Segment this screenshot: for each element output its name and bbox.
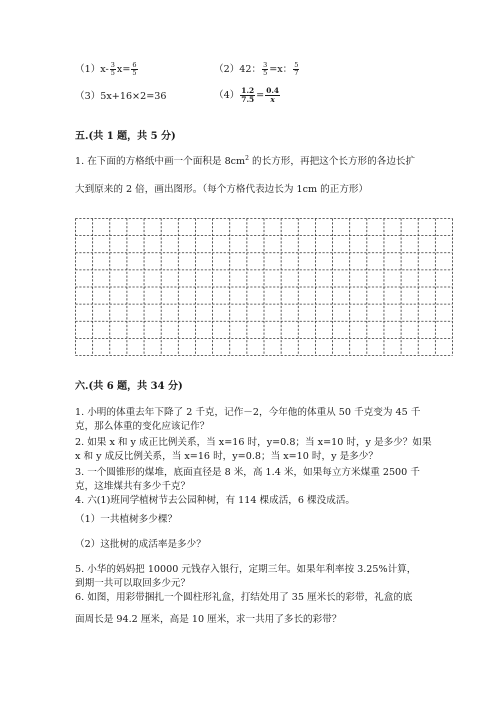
section-6-question-4-sub-1: （1）一共植树多少棵？ [75, 514, 178, 525]
section-5-heading: 五.(共 1 题，共 5 分) [75, 131, 176, 142]
fraction-numerator: 5 [294, 61, 299, 69]
fraction-denominator: 5 [132, 69, 137, 77]
fraction [240, 87, 255, 104]
fraction-denominator: 7.5 [241, 95, 255, 104]
equation-3: （3）5x+16×2=36 [75, 91, 167, 102]
fraction-numerator: 3 [110, 61, 115, 69]
equation-4 [214, 87, 281, 104]
equation-1 [75, 62, 139, 77]
section-6-heading: 六.(共 6 题，共 34 分) [75, 381, 183, 392]
section-6-question-1-line-2: 克，那么体重的变化应该记作？ [75, 421, 210, 432]
section-6-question-6-line-1: 6. 如图，用彩带捆扎一个圆柱形礼盒，打结处用了 35 厘米长的彩带，礼盒的底 [75, 592, 413, 603]
fraction-numerator: 0.4 [266, 86, 280, 95]
section-6-question-3-line-2: 克，这堆煤共有多少千克？ [75, 481, 191, 492]
equation-1-mid: x= [116, 64, 131, 75]
section-5-question-1-line-1 [75, 156, 415, 168]
equation-2-label: （2）42： [214, 64, 262, 75]
equation-2 [214, 62, 300, 77]
fraction [110, 62, 116, 77]
fraction-denominator: x [270, 95, 275, 104]
fraction [131, 62, 137, 77]
section-6-question-2-line-1: 2. 如果 x 和 y 成正比例关系，当 x=16 时，y=0.8；当 x=10 时，y 是多少？如果 [75, 437, 432, 448]
section-5-question-1-line-2: 大到原来的 2 倍，画出图形。（每个方格代表边长为 1cm 的正方形） [75, 184, 369, 195]
equation-4-label: （4） [214, 90, 240, 101]
equation-2-mid: =x： [269, 64, 293, 75]
section-6-question-5-line-2: 到期一共可以取回多少元？ [75, 578, 191, 589]
section-6-question-5-line-1: 5. 小华的妈妈把 10000 元钱存入银行，定期三年。如果年利率按 3.25%计算， [75, 564, 417, 575]
fraction [262, 62, 268, 77]
fraction-denominator: 5 [110, 69, 115, 77]
fraction-numerator: 1.2 [241, 86, 255, 95]
fraction-denominator: 5 [263, 69, 268, 77]
fraction-numerator: 3 [263, 61, 268, 69]
section-6-question-3-line-1: 3. 一个圆锥形的煤堆，底面直径是 8 米，高 1.4 米，如果每立方米煤重 2500 千 [75, 467, 420, 478]
section-6-question-6-line-2: 面周长是 94.2 厘米，高是 10 厘米，求一共用了多长的彩带？ [75, 614, 342, 625]
text-segment: 的长方形，再把这个长方形的各边长扩 [248, 156, 416, 167]
equation-1-label: （1）x- [75, 64, 109, 75]
equation-4-mid: = [256, 90, 265, 101]
fraction-denominator: 7 [294, 69, 299, 77]
section-6-question-2-line-2: x 和 y 成反比例关系，当 x=16 时，y=0.8；当 x=10 时，y 是多少？ [75, 451, 378, 462]
section-6-question-4-sub-2: （2）这批树的成活率是多少？ [75, 539, 206, 550]
fraction [265, 87, 280, 104]
section-6-question-4-line-1: 4. 六(1)班同学植树节去公园种树，有 114 棵成活，6 棵没成活。 [75, 495, 356, 506]
section-6-question-1-line-1: 1. 小明的体重去年下降了 2 千克，记作－2，今年他的体重从 50 千克变为 45 千 [75, 407, 421, 418]
fraction-numerator: 6 [132, 61, 137, 69]
text-segment: 1. 在下面的方格纸中画一个面积是 8cm [75, 156, 246, 167]
superscript: 2 [245, 154, 249, 162]
fraction [293, 62, 299, 77]
grid-paper[interactable] [75, 218, 453, 356]
